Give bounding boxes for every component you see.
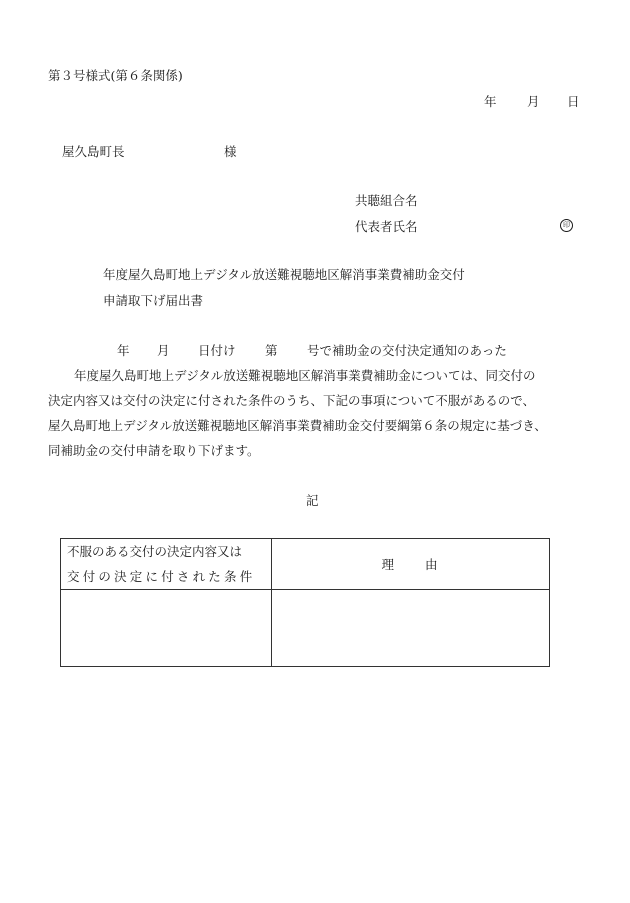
body-date-label: 日付け <box>198 343 236 358</box>
table-header-conditions-line2: 交付の決定に付された条件 <box>67 569 256 584</box>
seal-icon: 印 <box>560 219 573 232</box>
table-header-row <box>61 539 550 590</box>
date-day-label: 日 <box>567 94 580 109</box>
table-row <box>61 590 550 667</box>
body-number-suffix: 号で補助金の交付決定通知のあった <box>307 343 507 358</box>
body-line4: 同補助金の交付申請を取り下げます。 <box>48 443 260 458</box>
table-header-conditions-line1: 不服のある交付の決定内容又は <box>67 544 243 559</box>
conditions-table <box>60 538 550 667</box>
reason-entry-cell[interactable] <box>272 590 550 667</box>
body-line1: 年度屋久島町地上デジタル放送難視聴地区解消事業費補助金については、同交付の <box>74 368 536 383</box>
addressee-name: 屋久島町長 <box>62 144 125 159</box>
conditions-entry-cell[interactable] <box>61 590 272 667</box>
date-year-label: 年 <box>484 94 497 109</box>
body-line2: 決定内容又は交付の決定に付された条件のうち、下記の事項について不服があるので、 <box>48 393 536 408</box>
document-title-line1: 年度屋久島町地上デジタル放送難視聴地区解消事業費補助金交付 <box>103 267 465 282</box>
table-header-reason: 理 由 <box>272 539 550 590</box>
union-name-label: 共聴組合名 <box>355 193 418 208</box>
table-header-conditions <box>61 539 272 590</box>
form-number: 第３号様式(第６条関係) <box>48 68 183 83</box>
date-month-label: 月 <box>527 94 540 109</box>
body-line3: 屋久島町地上デジタル放送難視聴地区解消事業費補助金交付要綱第６条の規定に基づき、 <box>48 418 547 433</box>
ki-heading: 記 <box>306 493 319 508</box>
body-number-prefix: 第 <box>265 343 278 358</box>
addressee-honorific: 様 <box>224 144 237 159</box>
body-year-label: 年 <box>117 343 130 358</box>
representative-name-label: 代表者氏名 <box>355 219 418 234</box>
body-month-label: 月 <box>157 343 170 358</box>
document-title-line2: 申請取下げ届出書 <box>103 293 204 308</box>
